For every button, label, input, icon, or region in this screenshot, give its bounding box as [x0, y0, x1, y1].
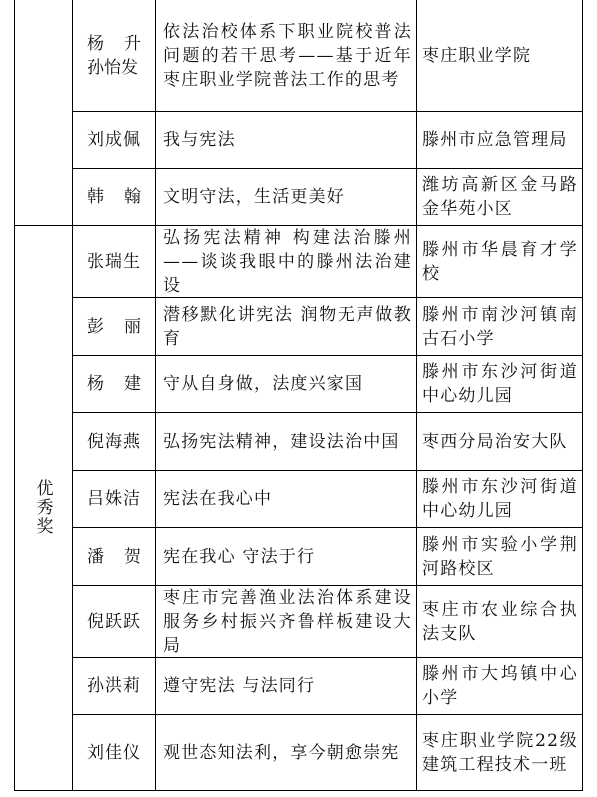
unit-cell — [422, 658, 578, 714]
title-cell — [163, 1, 412, 111]
affiliation: 滕州市应急管理局 — [422, 130, 568, 150]
essay-title: 我与宪法 — [163, 130, 236, 150]
name-cell — [73, 413, 155, 470]
name-cell — [73, 471, 155, 527]
table-border-left — [14, 0, 15, 790]
unit-cell — [422, 298, 578, 355]
title-cell — [163, 356, 412, 412]
affiliation: 滕州市东沙河街道中心幼儿园 — [422, 477, 578, 521]
name-cell — [73, 586, 155, 657]
name-cell — [73, 169, 155, 225]
row-divider — [14, 790, 583, 791]
essay-title: 文明守法，生活更美好 — [163, 187, 345, 207]
affiliation: 枣庄职业学院 — [422, 46, 532, 66]
unit-cell — [422, 169, 578, 225]
name-cell — [73, 528, 155, 585]
unit-cell — [422, 413, 578, 470]
unit-cell — [422, 356, 578, 412]
title-cell — [163, 658, 412, 714]
title-cell — [163, 413, 412, 470]
author-name: 孙怡发 — [87, 58, 138, 78]
unit-cell — [422, 112, 578, 168]
affiliation: 滕州市大坞镇中心小学 — [422, 664, 578, 708]
essay-title: 遵守宪法 与法同行 — [163, 676, 316, 696]
affiliation: 枣庄市农业综合执法支队 — [422, 599, 578, 644]
author-name: 潘 贺 — [87, 546, 141, 567]
author-name: 刘成佩 — [87, 130, 141, 150]
name-cell — [73, 356, 155, 412]
award-category-cell — [14, 225, 72, 790]
unit-cell — [422, 471, 578, 527]
affiliation: 枣庄职业学院22级建筑工程技术一班 — [422, 730, 578, 775]
author-name: 倪海燕 — [87, 431, 141, 452]
essay-title: 弘扬宪法精神 构建法治滕州——谈谈我眼中的滕州法治建设 — [163, 227, 412, 296]
title-cell — [163, 715, 412, 790]
title-cell — [163, 169, 412, 225]
title-cell — [163, 586, 412, 657]
essay-title: 宪法在我心中 — [163, 489, 273, 509]
title-cell — [163, 528, 412, 585]
name-cell — [73, 298, 155, 355]
author-name: 孙洪莉 — [87, 676, 141, 696]
unit-cell — [422, 1, 578, 111]
title-cell — [163, 298, 412, 355]
unit-cell — [422, 528, 578, 585]
title-cell — [163, 112, 412, 168]
author-name: 吕姝洁 — [87, 489, 141, 509]
name-cell — [73, 715, 155, 790]
author-name: 张瑞生 — [87, 251, 141, 272]
author-name: 杨 建 — [87, 374, 141, 394]
name-cell — [73, 1, 155, 111]
name-cell — [73, 112, 155, 168]
name-cell — [73, 658, 155, 714]
title-cell — [163, 226, 412, 297]
unit-cell — [422, 715, 578, 790]
affiliation: 滕州市东沙河街道中心幼儿园 — [422, 362, 578, 406]
col-divider-3 — [416, 0, 417, 790]
essay-title: 弘扬宪法精神，建设法治中国 — [163, 431, 400, 452]
author-name: 韩 翰 — [87, 187, 141, 207]
affiliation: 滕州市华晨育才学校 — [422, 239, 578, 284]
essay-title: 宪在我心 守法于行 — [163, 546, 316, 567]
affiliation: 滕州市南沙河镇南古石小学 — [422, 304, 578, 349]
name-cell — [73, 226, 155, 297]
title-cell — [163, 471, 412, 527]
author-name: 倪跃跃 — [87, 611, 141, 632]
author-name: 杨 升 — [87, 34, 141, 54]
unit-cell — [422, 226, 578, 297]
award-category-label: 优秀奖 — [32, 479, 53, 536]
essay-title: 依法治校体系下职业院校普法问题的若干思考——基于近年枣庄职业学院普法工作的思考 — [163, 22, 412, 90]
essay-title: 枣庄市完善渔业法治体系建设服务乡村振兴齐鲁样板建设大局 — [163, 587, 412, 656]
unit-cell — [422, 586, 578, 657]
author-name: 刘佳仪 — [87, 742, 141, 763]
affiliation: 滕州市实验小学荆河路校区 — [422, 534, 578, 579]
table-border-right — [582, 0, 583, 790]
essay-title: 观世态知法利，享今朝愈崇宪 — [163, 742, 400, 763]
affiliation: 潍坊高新区金马路金华苑小区 — [422, 175, 578, 219]
author-name: 彭 丽 — [87, 316, 141, 337]
col-divider-2 — [155, 0, 156, 790]
essay-title: 潜移默化讲宪法 润物无声做教育 — [163, 304, 412, 349]
essay-title: 守从自身做，法度兴家国 — [163, 374, 364, 394]
affiliation: 枣西分局治安大队 — [422, 431, 568, 452]
